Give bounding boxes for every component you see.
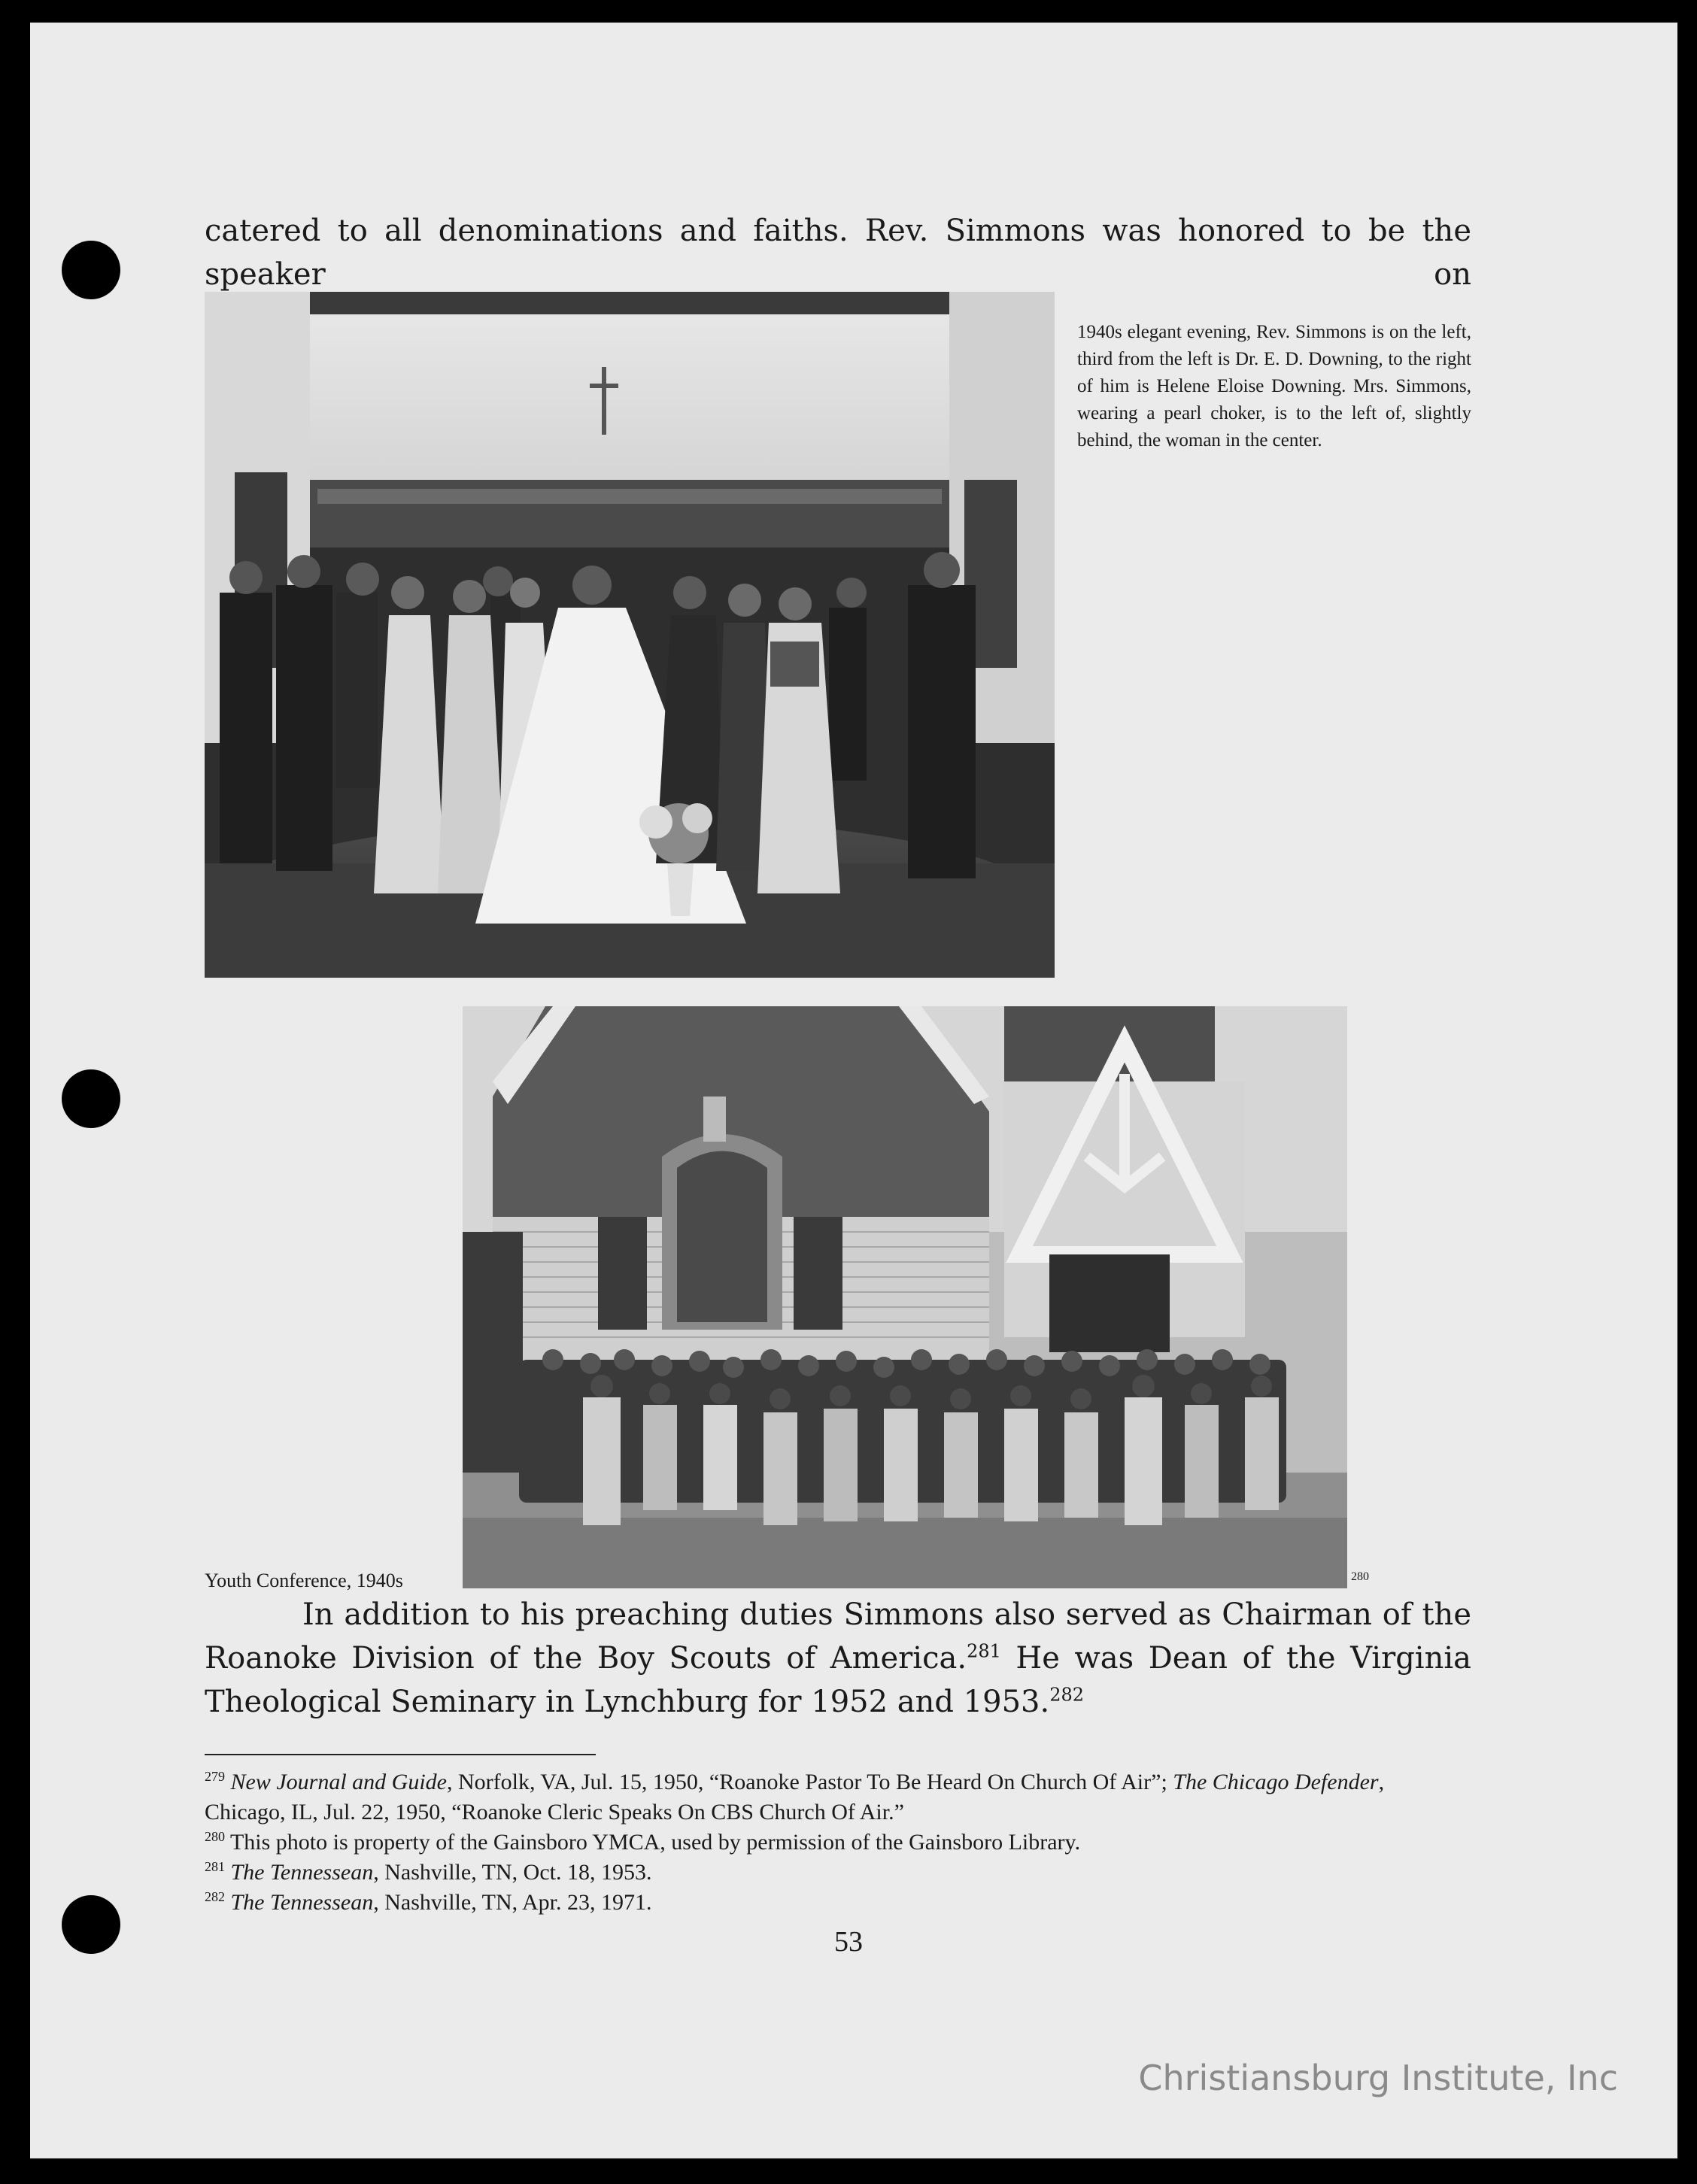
footnote-separator [205,1754,596,1755]
photo-evening-group [205,292,1055,978]
watermark: Christiansburg Institute, Inc [1138,2058,1618,2098]
page-number: 53 [834,1926,863,1958]
paragraph-line-1: catered to all denominations and faiths. Rev. Simmons was honored to be the speaker on [205,214,1471,292]
punch-hole-middle [62,1069,120,1128]
footnote-280: $^{280}$ This photo is property of the Gainsboro YMCA, used by permission of the Gainsboro Library. [205,1829,1081,1855]
photo1-caption: 1940s elegant evening, Rev. Simmons is on the left, third from the left is Dr. E. D. Downing, to the right of him is Helene Eloise Downing. Mrs. Simmons, wearing a pearl choker, is to the left of, slightly behind, the woman in the center. [1077,322,1471,450]
photo2-ref: 280 [1351,1570,1369,1583]
youth-conference-image [463,1006,1347,1588]
footnote-279: $^{279}$ New Journal and Guide, Norfolk, VA, Jul. 15, 1950, “Roanoke Pastor To Be Heard On Church Of Air”; The Chicago Defender, Chicago, IL, Jul. 22, 1950, “Roanoke Cleric Speaks On CBS Church Of Air.” [205,1769,1385,1825]
footnote-ref-281: 281 [967,1640,1001,1662]
punch-hole-top [62,241,120,299]
footnote-282: $^{282}$ The Tennessean, Nashville, TN, Apr. 23, 1971. [205,1889,652,1915]
evening-group-image [205,292,1055,978]
photo-youth-conference [463,1006,1347,1588]
paragraph-boy-scouts: In addition to his preaching duties Simmons also served as Chairman of the Roanoke Division of the Boy Scouts of America.$^{281}$ He was Dean of the Virginia Theological Seminary in Lynchburg for 1952 and 1953.$^{282}$ [205,1597,1471,1719]
footnotes [205,1767,1468,1918]
footnote-281: $^{281}$ The Tennessean, Nashville, TN, Oct. 18, 1953. [205,1859,652,1885]
photo2-caption: Youth Conference, 1940s [205,1570,403,1591]
footnote-ref-282: 282 [1049,1684,1085,1706]
